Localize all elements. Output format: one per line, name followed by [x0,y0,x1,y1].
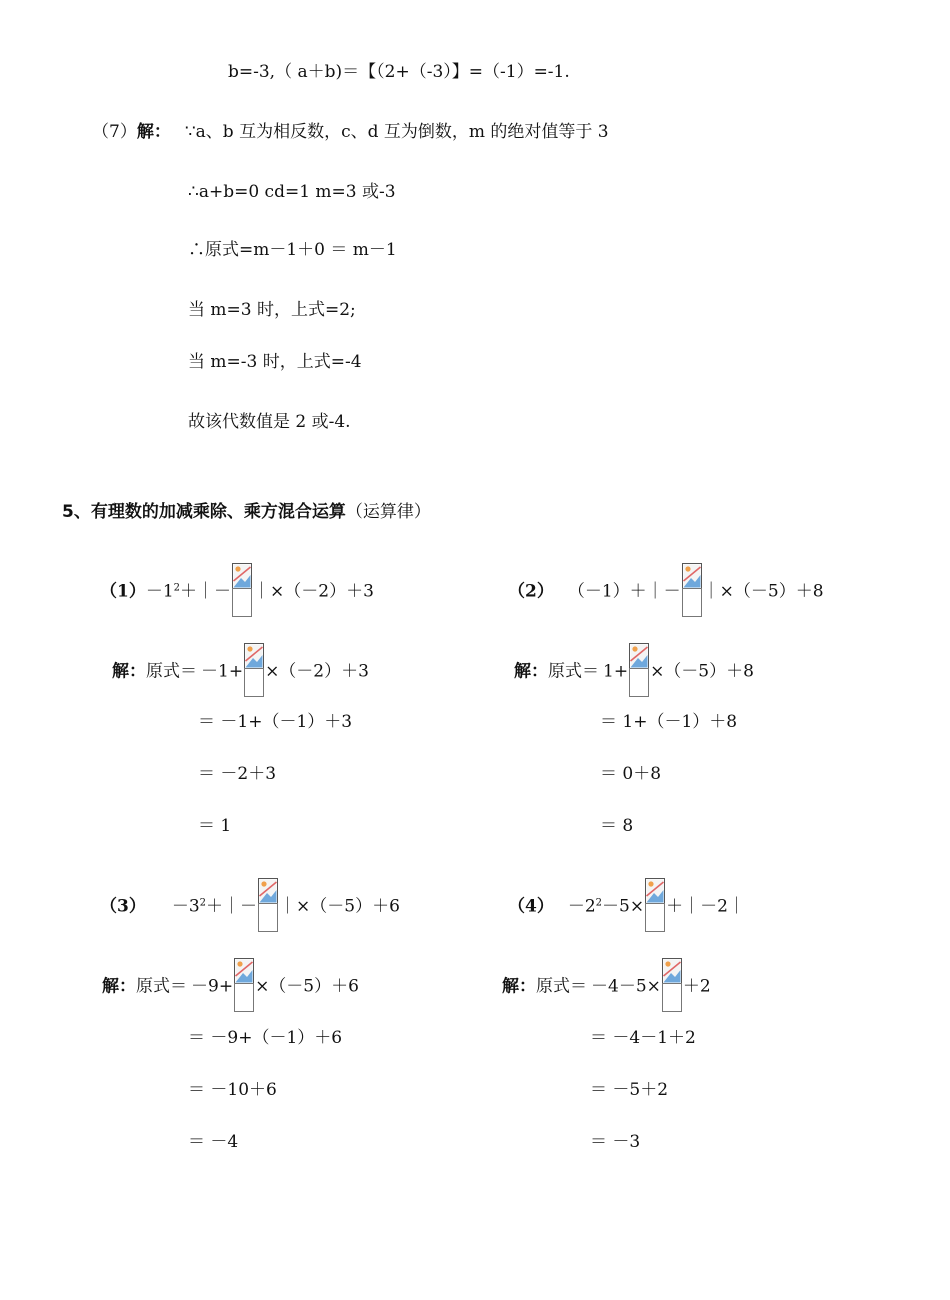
expr-part: 原式＝ [536,976,587,997]
step-line: ＝ －2＋3 [198,764,277,784]
problem-7 [92,120,609,144]
expr-part: ｜×（－2）＋3 [253,581,374,602]
problem-label: （4） [508,896,554,917]
step-line: ＝ －5＋2 [590,1080,669,1100]
expr-part: －2 [567,896,596,917]
broken-image-icon [682,563,702,617]
expr-part: 1+ [603,661,629,682]
section-note: （运算律） [345,502,431,522]
expr-part: 原式＝ [548,661,599,682]
problem-label: （2） [508,581,554,602]
problem-2-solution [514,645,754,699]
problem-3-question [100,880,400,934]
step-line: ＝ －4－1＋2 [590,1028,696,1048]
broken-image-icon [244,643,264,697]
solution-label: 解： [514,661,548,682]
expr-part: ＋｜－2｜ [666,896,745,917]
problem-label: （1） [100,581,146,602]
solution-label: 解： [102,976,136,997]
exponent: 2 [199,897,207,909]
expr-part: ＋｜－ [180,581,232,602]
solution-label: 解： [136,122,171,142]
step-line: ∴原式=m－1＋0 ＝ m－1 [188,240,397,260]
given-statement: ∵a、b 互为相反数，c、d 互为倒数，m 的绝对值等于 3 [184,122,609,142]
section-heading [62,500,431,524]
expr-part: ｜×（－5）＋8 [702,581,824,602]
expr-part: ＋｜－ [206,896,258,917]
step-line: ∴a+b=0 cd=1 m=3 或-3 [188,182,396,202]
step-line: 当 m=3 时，上式=2; [188,300,356,320]
step-line: ＝ 0＋8 [600,764,662,784]
expr-part: －9+ [191,976,234,997]
step-line: ＝ －4 [188,1132,239,1152]
conclusion-line: 故该代数值是 2 或-4. [188,412,351,432]
problem-4-question [508,880,745,934]
exponent: 2 [595,897,603,909]
broken-image-icon [234,958,254,1012]
answer-line-b: b=-3,（ a＋b)＝【（2+（-3）】=（-1）=-1. [228,62,570,82]
problem-4-solution [502,960,711,1014]
expr-part: －1+ [201,661,244,682]
step-line: ＝ －9+（－1）＋6 [188,1028,343,1048]
expr-part: ×（－5）＋8 [650,661,754,682]
broken-image-icon [232,563,252,617]
section-title: 5、有理数的加减乘除、乘方混合运算 [62,502,346,522]
broken-image-icon [629,643,649,697]
expr-part: －3 [171,896,200,917]
expr-part: ＋2 [682,976,711,997]
step-line: ＝ 1 [198,816,232,836]
expr-part: 原式＝ [136,976,187,997]
problem-1-question [100,565,374,619]
expr-part: －4－5× [591,976,661,997]
expr-part: －1 [145,581,174,602]
step-line: ＝ 8 [600,816,634,836]
broken-image-icon [645,878,665,932]
solution-label: 解： [112,661,146,682]
step-line: ＝ 1+（－1）＋8 [600,712,738,732]
solution-label: 解： [502,976,536,997]
broken-image-icon [258,878,278,932]
step-line: ＝ －1+（－1）＋3 [198,712,353,732]
expr-part: －5× [602,896,645,917]
expr-part: ×（－2）＋3 [265,661,369,682]
problem-2-question [508,565,824,619]
step-line: ＝ －10＋6 [188,1080,277,1100]
broken-image-icon [662,958,682,1012]
expr-part: 原式＝ [146,661,197,682]
step-line: 当 m=-3 时，上式=-4 [188,352,362,372]
step-line: ＝ －3 [590,1132,641,1152]
problem-label: （3） [100,896,146,917]
exponent: 2 [173,582,181,594]
expr-part: ｜×（－5）＋6 [279,896,400,917]
expr-part: （－1）＋｜－ [567,581,681,602]
expr-part: ×（－5）＋6 [255,976,359,997]
problem-3-solution [102,960,359,1014]
problem-1-solution [112,645,369,699]
problem-label: （7） [92,122,137,142]
